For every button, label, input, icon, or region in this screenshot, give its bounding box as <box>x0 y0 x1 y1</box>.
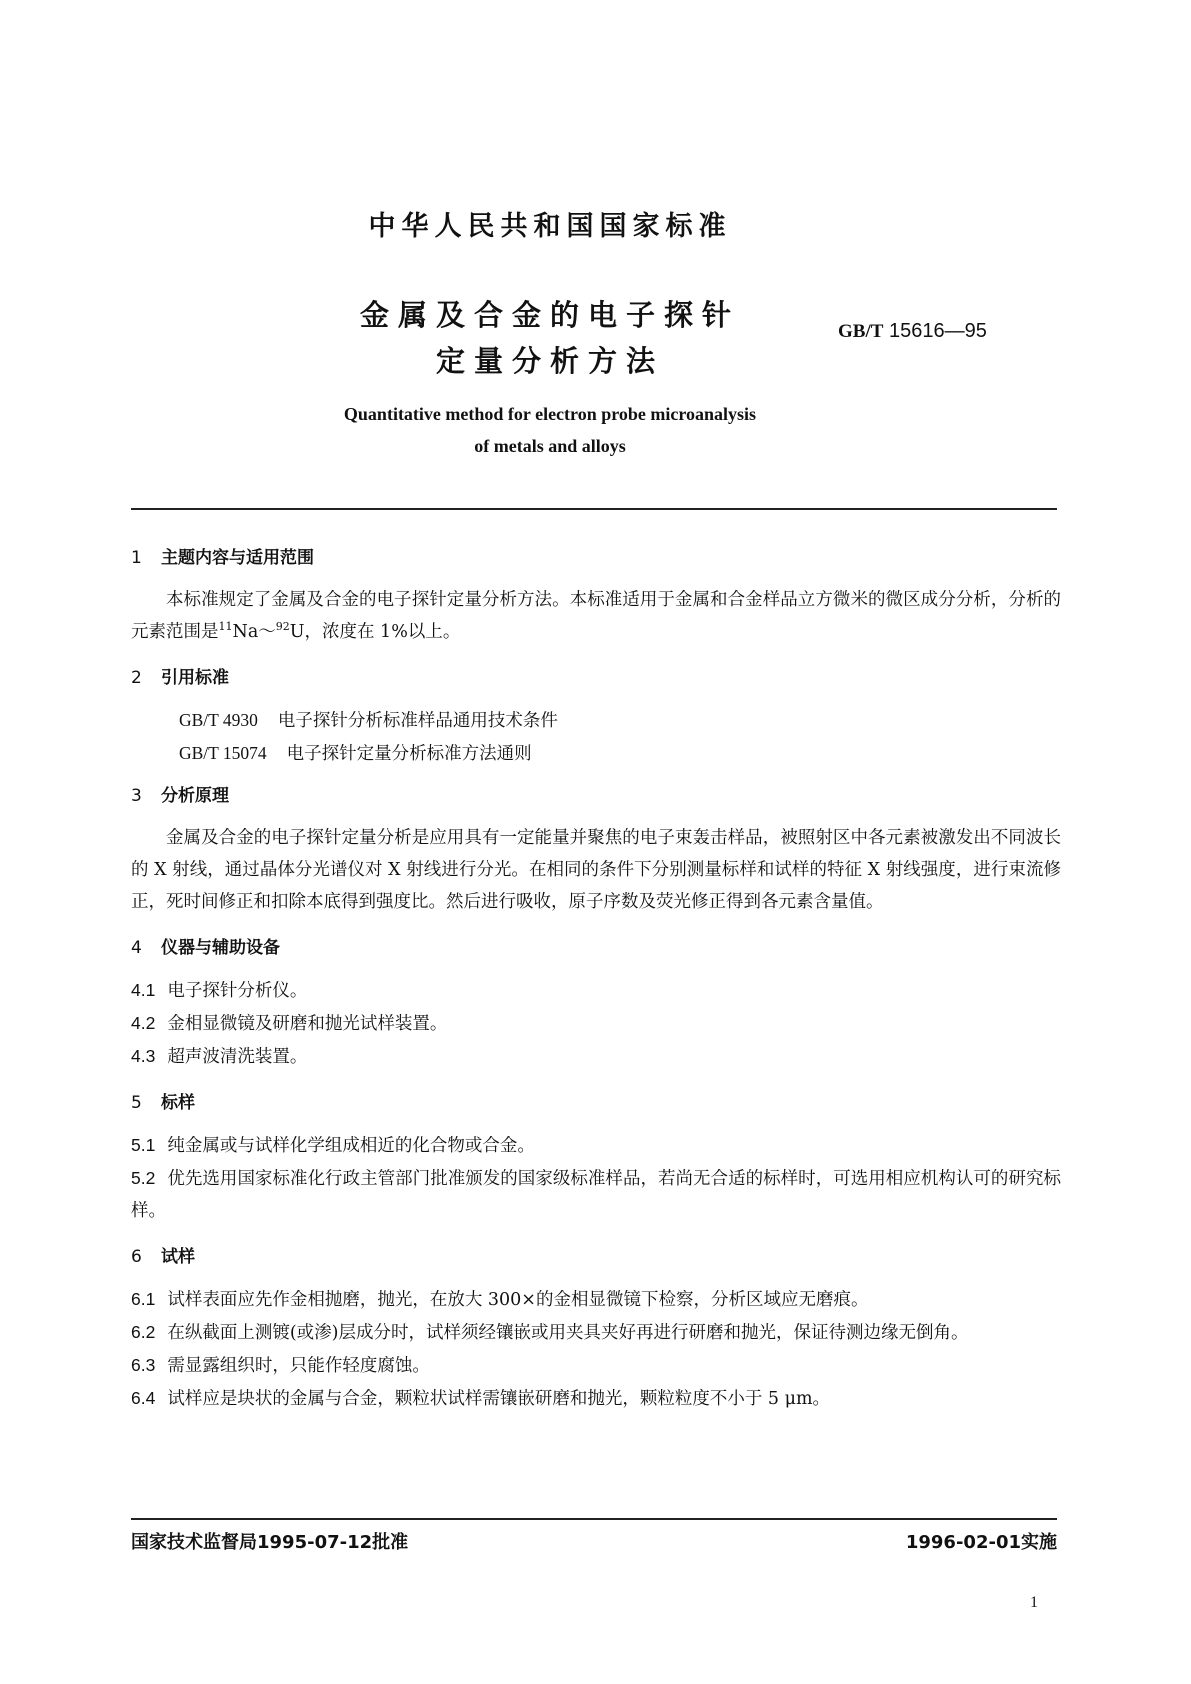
title-line-1: 金属及合金的电子探针 <box>359 298 740 332</box>
section-paragraph: 金属及合金的电子探针定量分析是应用具有一定能量并聚焦的电子束轰击样品，被照射区中各元素被激发出不同波长的 X 射线，通过晶体分光谱仪对 X 射线进行分光。在相同的条件下分别测量标样和试样的特征 X 射线强度，进行束流修正，死时间修正和扣除本底得到强度比。然后进行吸收，原子序数及荧光修正得到各元素含量值。 <box>131 828 1061 912</box>
list-item: 6.2 在纵截面上测镀(或渗)层成分时，试样须经镶嵌或用夹具夹好再进行研磨和抛光，保证待测边缘无倒角。 <box>131 1322 969 1343</box>
section-title: 仪器与辅助设备 <box>161 938 280 958</box>
section-title: 主题内容与适用范围 <box>161 548 314 568</box>
section-heading <box>131 1091 1061 1115</box>
standard-code-prefix: GB/T <box>838 321 884 342</box>
reference-item: GB/T 15074 电子探针定量分析标准方法通则 <box>179 743 532 764</box>
section-number: 2 <box>131 668 142 688</box>
section-title: 分析原理 <box>161 786 229 806</box>
section-paragraph: 本标准规定了金属及合金的电子探针定量分析方法。本标准适用于金属和合金样品立方微米的微区成分分析，分析的元素范围是$^{11}$Na～$^{92}$U，浓度在 1%以上。 <box>131 590 1061 642</box>
header-divider <box>131 508 1057 510</box>
section-number: 6 <box>131 1247 142 1267</box>
standard-code <box>838 320 987 343</box>
section-heading <box>131 666 1061 690</box>
list-item: 4.3 超声波清洗装置。 <box>131 1046 308 1067</box>
list-item: 5.2 优先选用国家标准化行政主管部门批准颁发的国家级标准样品，若尚无合适的标样时，可选用相应机构认可的研究标样。 <box>131 1168 1061 1221</box>
item-list <box>131 974 1061 1073</box>
approval-date: 国家技术监督局1995-07-12批准 <box>131 1532 409 1553</box>
document-body <box>131 546 1061 1415</box>
section-heading <box>131 1245 1061 1269</box>
national-standard-heading: 中华人民共和国国家标准 <box>368 211 732 242</box>
english-title-line-2: of metals and alloys <box>474 436 626 456</box>
footer-divider <box>131 1518 1057 1520</box>
section-title: 引用标准 <box>161 668 229 688</box>
list-item: 6.1 试样表面应先作金相抛磨，抛光，在放大 300×的金相显微镜下检察，分析区域应无磨痕。 <box>131 1289 869 1310</box>
list-item: 4.2 金相显微镜及研磨和抛光试样装置。 <box>131 1013 448 1034</box>
item-list <box>131 1129 1061 1227</box>
section-title: 标样 <box>161 1093 195 1113</box>
standard-code-number: 15616—95 <box>888 320 987 342</box>
page-number: 1 <box>1030 1594 1038 1611</box>
english-title-line-1: Quantitative method for electron probe microanalysis <box>343 404 757 424</box>
implementation-date: 1996-02-01实施 <box>905 1532 1057 1553</box>
list-item: 5.1 纯金属或与试样化学组成相近的化合物或合金。 <box>131 1135 535 1156</box>
section-number: 3 <box>131 786 142 806</box>
english-title <box>0 398 1100 462</box>
section-number: 5 <box>131 1093 142 1113</box>
list-item: 6.3 需显露组织时，只能作轻度腐蚀。 <box>131 1355 430 1376</box>
list-item: 6.4 试样应是块状的金属与合金，颗粒状试样需镶嵌研磨和抛光，颗粒粒度不小于 5 μm。 <box>131 1388 831 1409</box>
section-heading <box>131 936 1061 960</box>
reference-item: GB/T 4930 电子探针分析标准样品通用技术条件 <box>179 710 558 731</box>
item-list <box>131 1283 1061 1415</box>
section-number: 1 <box>131 548 142 568</box>
section-title: 试样 <box>161 1247 195 1267</box>
section-number: 4 <box>131 938 142 958</box>
section-heading <box>131 784 1061 808</box>
title-line-2: 定量分析方法 <box>435 344 664 378</box>
reference-list <box>131 704 1061 770</box>
list-item: 4.1 电子探针分析仪。 <box>131 980 308 1001</box>
section-heading <box>131 546 1061 570</box>
